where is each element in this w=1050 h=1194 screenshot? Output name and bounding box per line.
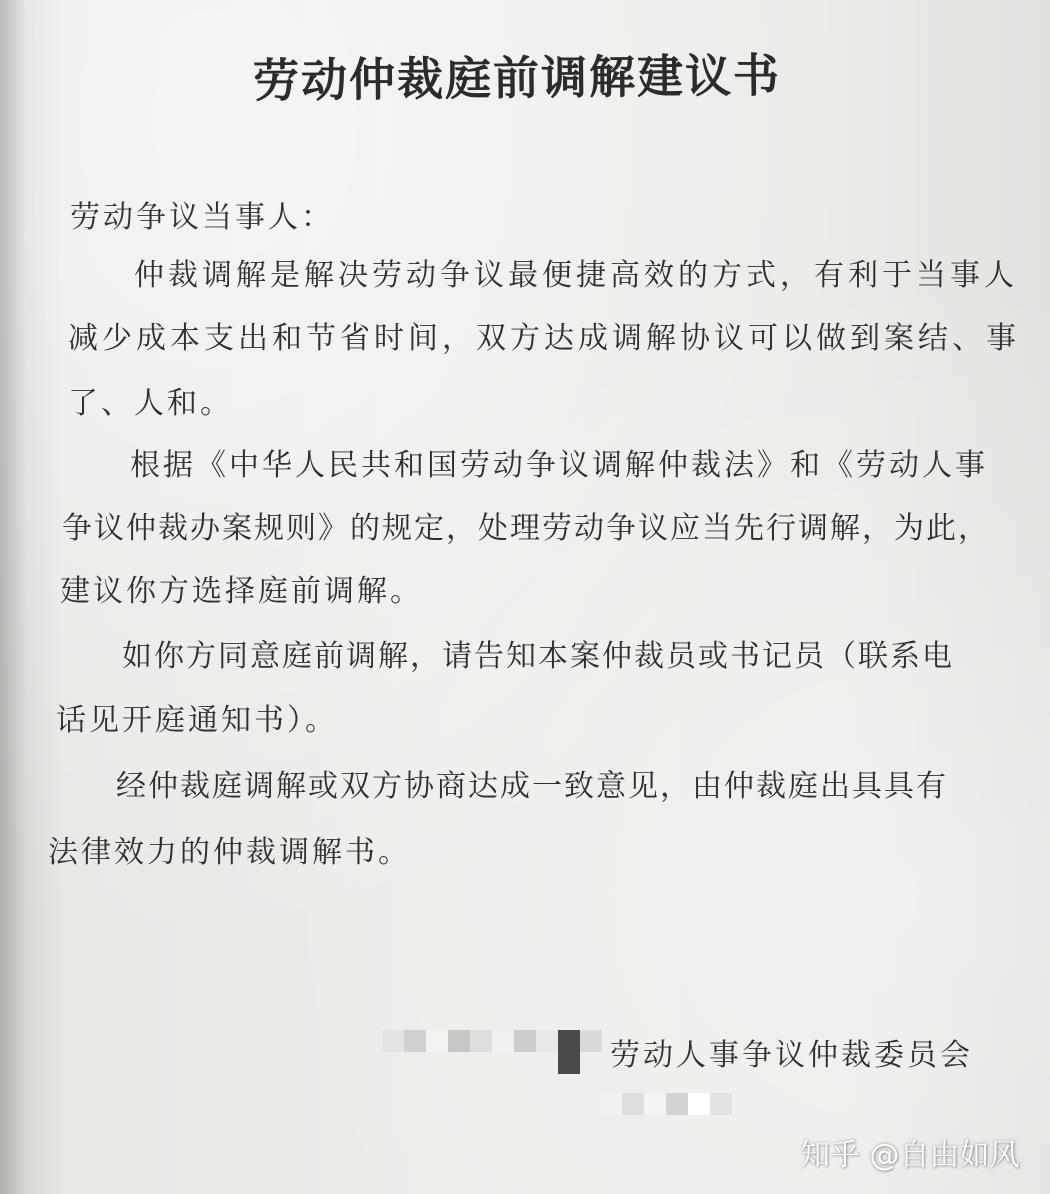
document-title: 劳动仲裁庭前调解建议书 xyxy=(252,48,782,108)
paragraph-3-line-2: 话见开庭通知书）。 xyxy=(56,703,338,738)
issuing-organization: 劳动人事争议仲裁委员会 xyxy=(610,1038,973,1073)
redaction-block xyxy=(644,1093,666,1115)
redaction-block xyxy=(580,1030,602,1052)
paragraph-2-line-1: 根据《中华人民共和国劳动争议调解仲裁法》和《劳动人事 xyxy=(130,448,988,483)
redaction-block xyxy=(666,1093,688,1115)
redaction-block xyxy=(710,1093,732,1115)
redaction-block xyxy=(514,1030,536,1052)
salutation: 劳动争议当事人： xyxy=(70,200,334,235)
paragraph-2-line-3: 建议你方选择庭前调解。 xyxy=(60,574,423,609)
redaction-block xyxy=(536,1030,558,1052)
redaction-block xyxy=(622,1093,644,1115)
paragraph-1-line-2: 减少成本支出和节省时间，双方达成调解协议可以做到案结、事 xyxy=(68,321,1020,356)
page-edge-shadow xyxy=(0,0,26,1194)
redaction-block xyxy=(688,1093,710,1115)
paragraph-3-line-1: 如你方同意庭前调解，请告知本案仲裁员或书记员（联系电 xyxy=(122,639,954,674)
redaction-block xyxy=(470,1030,492,1052)
paragraph-1-line-3: 了、人和。 xyxy=(68,386,233,421)
redaction-block xyxy=(426,1030,448,1052)
paragraph-4-line-1: 经仲裁庭调解或双方协商达成一致意见，由仲裁庭出具具有 xyxy=(116,769,948,804)
redaction-block xyxy=(404,1030,426,1052)
redaction-block xyxy=(558,1030,580,1074)
paragraph-1-line-1: 仲裁调解是解决劳动争议最便捷高效的方式，有利于当事人 xyxy=(134,258,1018,293)
paragraph-4-line-2: 法律效力的仲裁调解书。 xyxy=(48,835,411,870)
redaction-block xyxy=(600,1093,622,1115)
redaction-block xyxy=(382,1030,404,1052)
zhihu-watermark: 知乎 @自由如风 xyxy=(800,1138,1020,1173)
redacted-organization-name xyxy=(382,1030,602,1074)
redaction-block xyxy=(448,1030,470,1052)
paragraph-2-line-2: 争议仲裁办案规则》的规定，处理劳动争议应当先行调解，为此， xyxy=(62,511,990,546)
redacted-date xyxy=(600,1093,754,1115)
redaction-block xyxy=(492,1030,514,1052)
redaction-block xyxy=(732,1093,754,1115)
